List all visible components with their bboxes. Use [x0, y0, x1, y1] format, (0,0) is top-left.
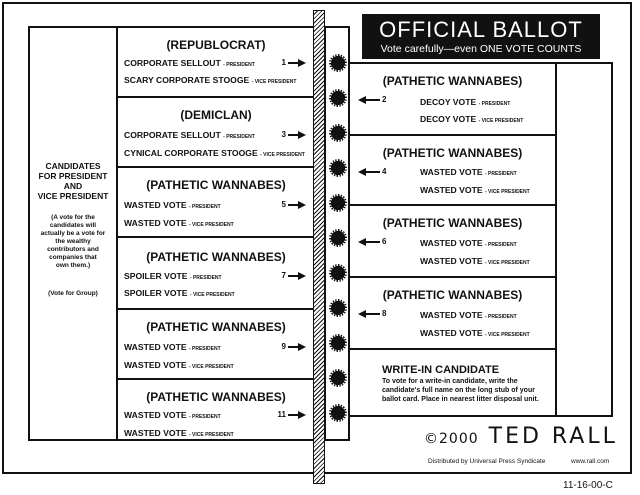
party-name: (PATHETIC WANNABES) [382, 146, 523, 160]
party-name: (PATHETIC WANNABES) [146, 390, 286, 404]
punch-hole-9[interactable] [329, 334, 347, 352]
party-block-7[interactable] [118, 238, 314, 310]
role-label: - PRESIDENT [188, 346, 221, 352]
punch-number: 4 [382, 167, 387, 176]
role-label: - VICE PRESIDENT [484, 332, 530, 338]
president-name: DECOY VOTE [420, 97, 477, 107]
punch-hole-3[interactable] [329, 124, 347, 142]
president-line [124, 200, 221, 210]
vice-line [420, 114, 523, 124]
punch-number: 11 [277, 410, 286, 419]
official-ballot-header [362, 14, 600, 59]
party-block-6[interactable] [350, 206, 555, 278]
role-label: - VICE PRESIDENT [189, 292, 235, 298]
punch-number: 9 [281, 342, 286, 351]
punch-number: 3 [281, 130, 286, 139]
president-name: WASTED VOTE [124, 342, 187, 352]
punch-hole-2[interactable] [329, 89, 347, 107]
right-party-inner [350, 64, 557, 415]
punch-hole-6[interactable] [329, 229, 347, 247]
party-name: (PATHETIC WANNABES) [146, 178, 286, 192]
president-line [420, 310, 517, 320]
arrow-left-icon [358, 168, 380, 176]
punch-arrow [358, 237, 386, 246]
party-block-4[interactable] [350, 136, 555, 206]
role-label: - PRESIDENT [478, 101, 511, 107]
party-block-3[interactable] [118, 98, 314, 168]
vice-name: DECOY VOTE [420, 114, 477, 124]
president-name: SPOILER VOTE [124, 271, 188, 281]
website-credit[interactable]: www.rall.com [571, 458, 610, 465]
arrow-left-icon [358, 96, 380, 104]
president-name: WASTED VOTE [124, 410, 187, 420]
president-name: WASTED VOTE [124, 200, 187, 210]
punch-number: 7 [281, 271, 286, 280]
arrow-right-icon [288, 201, 306, 209]
party-name: (PATHETIC WANNABES) [382, 74, 523, 88]
party-name: (REPUBLOCRAT) [166, 38, 266, 52]
vote-for-group: (Vote for Group) [48, 290, 98, 297]
president-line [124, 58, 255, 68]
vice-line [420, 328, 530, 338]
vice-line [124, 218, 234, 228]
candidates-title: CANDIDATES FOR PRESIDENT AND VICE PRESIDENT [37, 161, 109, 201]
right-party-column [350, 62, 613, 417]
syndicate-credit: Distributed by Universal Press Syndicate [428, 458, 546, 465]
arrow-right-icon [288, 272, 306, 280]
arrow-right-icon [288, 343, 306, 351]
vice-name: WASTED VOTE [124, 428, 187, 438]
punch-hole-11[interactable] [329, 404, 347, 422]
copyright-year: ©2000 [424, 431, 479, 447]
vice-name: CYNICAL CORPORATE STOOGE [124, 148, 258, 158]
punch-hole-4[interactable] [329, 159, 347, 177]
candidates-note: (A vote for the candidates will actually be a vote for the wealthy contributors and companies that own them.) [40, 214, 106, 269]
party-name: (PATHETIC WANNABES) [382, 216, 523, 230]
vice-line [420, 256, 530, 266]
punch-arrow [282, 200, 306, 209]
role-label: - PRESIDENT [484, 242, 517, 248]
vice-name: WASTED VOTE [420, 256, 483, 266]
role-label: - PRESIDENT [189, 275, 222, 281]
vice-name: SCARY CORPORATE STOOGE [124, 75, 250, 85]
candidates-info-column [28, 26, 116, 441]
date-code: 11-16-00-C [563, 480, 613, 491]
punch-number: 6 [382, 237, 387, 246]
president-line [420, 97, 510, 107]
arrow-right-icon [288, 411, 306, 419]
punch-arrow [282, 58, 306, 67]
vice-line [124, 360, 234, 370]
vice-line [124, 148, 305, 158]
president-line [420, 167, 517, 177]
president-name: WASTED VOTE [420, 167, 483, 177]
role-label: - PRESIDENT [484, 171, 517, 177]
vice-name: WASTED VOTE [420, 328, 483, 338]
vice-line [124, 428, 234, 438]
role-label: - PRESIDENT [188, 414, 221, 420]
punch-number: 5 [281, 200, 286, 209]
arrow-right-icon [288, 59, 306, 67]
president-line [124, 130, 255, 140]
artist-name: TED RALL [488, 424, 618, 449]
punch-arrow [278, 410, 306, 419]
arrow-left-icon [358, 310, 380, 318]
left-party-column [116, 26, 314, 441]
party-block-11[interactable] [118, 380, 314, 441]
punch-arrow [358, 167, 386, 176]
president-line [420, 238, 517, 248]
punch-hole-column [324, 26, 350, 441]
role-label: - VICE PRESIDENT [484, 189, 530, 195]
role-label: - VICE PRESIDENT [251, 79, 297, 85]
party-name: (PATHETIC WANNABES) [146, 320, 286, 334]
party-block-9[interactable] [118, 310, 314, 380]
party-name: (PATHETIC WANNABES) [146, 250, 286, 264]
punch-arrow [282, 342, 306, 351]
role-label: - VICE PRESIDENT [188, 222, 234, 228]
punch-arrow [282, 130, 306, 139]
party-block-2[interactable] [350, 64, 555, 136]
write-in-block[interactable] [350, 350, 555, 415]
punch-number: 1 [281, 58, 286, 67]
punch-hole-1[interactable] [329, 54, 347, 72]
vice-name: SPOILER VOTE [124, 288, 188, 298]
role-label: - PRESIDENT [188, 204, 221, 210]
write-in-description: To vote for a write-in candidate, write the candidate's full name on the long stub of your ballot card. Place in nearest litter disposal unit. [382, 378, 539, 403]
punch-hole-10[interactable] [329, 369, 347, 387]
president-line [124, 271, 222, 281]
punch-arrow [358, 95, 386, 104]
punch-number: 2 [382, 95, 387, 104]
party-block-8[interactable] [350, 278, 555, 350]
president-name: CORPORATE SELLOUT [124, 58, 221, 68]
role-label: - PRESIDENT [223, 134, 255, 140]
write-in-title: WRITE-IN CANDIDATE [382, 364, 500, 376]
role-label: - VICE PRESIDENT [188, 364, 234, 370]
vice-line [124, 288, 235, 298]
ballot-subtitle: Vote carefully—even ONE VOTE COUNTS [380, 43, 582, 55]
punch-hole-7[interactable] [329, 264, 347, 282]
president-name: CORPORATE SELLOUT [124, 130, 221, 140]
party-block-5[interactable] [118, 168, 314, 238]
role-label: - PRESIDENT [484, 314, 517, 320]
punch-hole-5[interactable] [329, 194, 347, 212]
vice-name: WASTED VOTE [124, 360, 187, 370]
vice-name: WASTED VOTE [124, 218, 187, 228]
artist-signature [424, 424, 618, 449]
punch-number: 8 [382, 309, 387, 318]
arrow-left-icon [358, 238, 380, 246]
role-label: - VICE PRESIDENT [484, 260, 530, 266]
punch-hole-8[interactable] [329, 299, 347, 317]
party-block-1[interactable] [118, 28, 314, 98]
vice-line [124, 75, 296, 85]
president-name: WASTED VOTE [420, 238, 483, 248]
arrow-right-icon [288, 131, 306, 139]
vice-name: WASTED VOTE [420, 185, 483, 195]
punch-arrow [282, 271, 306, 280]
ballot-title: OFFICIAL BALLOT [379, 17, 583, 42]
party-name: (DEMICLAN) [180, 108, 252, 122]
role-label: - VICE PRESIDENT [478, 118, 524, 124]
party-name: (PATHETIC WANNABES) [382, 288, 523, 302]
role-label: - VICE PRESIDENT [188, 432, 234, 438]
role-label: - PRESIDENT [223, 62, 255, 68]
president-line [124, 410, 221, 420]
president-name: WASTED VOTE [420, 310, 483, 320]
vice-line [420, 185, 530, 195]
punch-arrow [358, 309, 386, 318]
president-line [124, 342, 221, 352]
role-label: - VICE PRESIDENT [260, 152, 305, 158]
